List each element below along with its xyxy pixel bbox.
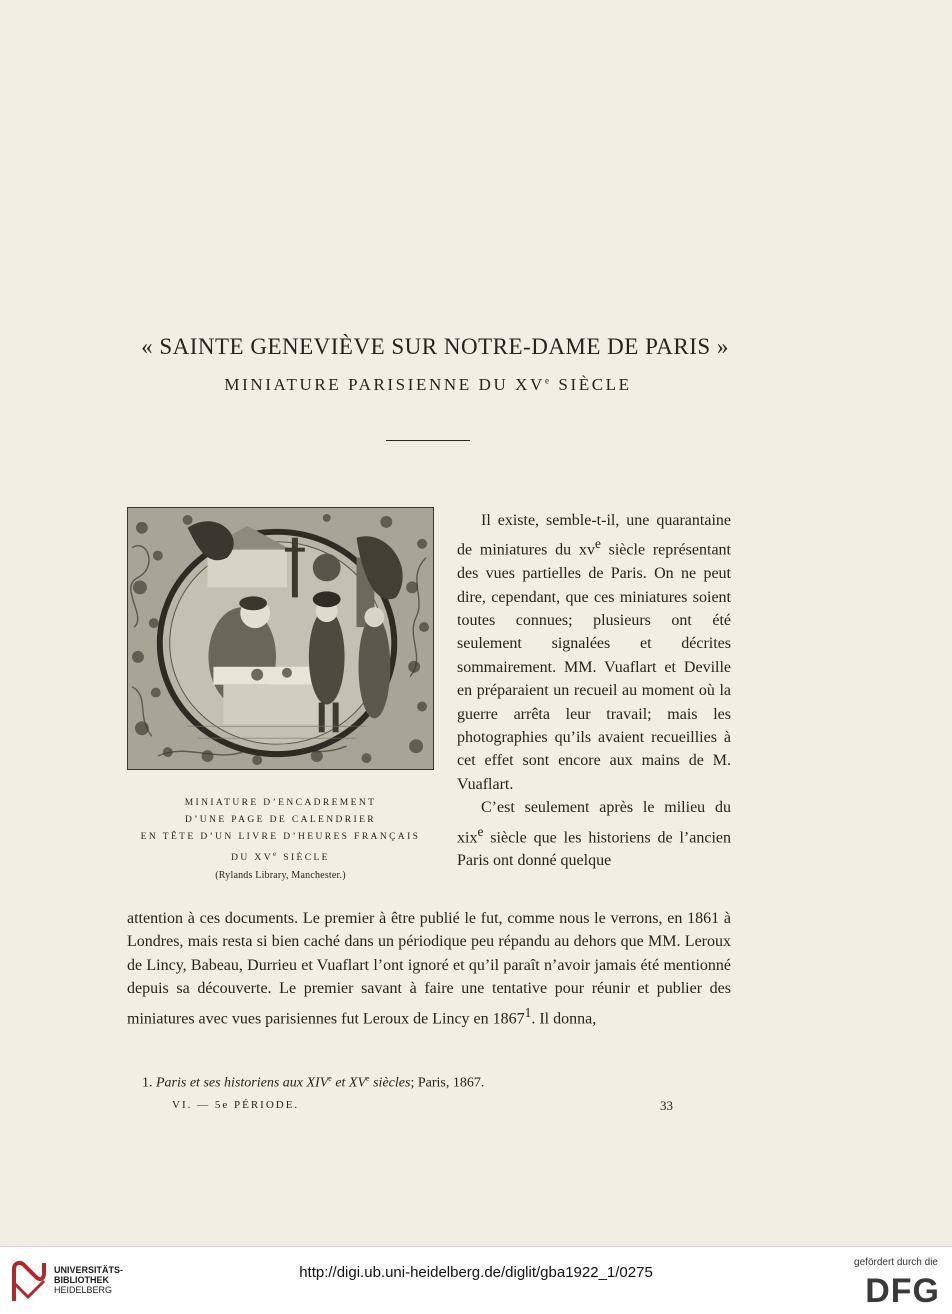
paragraph-1 bbox=[457, 509, 731, 796]
paragraph-2-continued: attention à ces documents. Le premier à être publié le fut, comme nous le verrons, en 1861 à Londres, mais resta si bien caché dans un périodique peu répandu au dehors que MM. Leroux de Lincy, Babeau, Durrieu et Vuaflart l’ont ignoré et qu’il paraît n’avoir jamais été mentionné depuis sa découverte. Le premier savant à faire une tentative pour réunir et publier des miniatures avec vues parisiennes fut Leroux de Lincy en 1867 bbox=[127, 910, 731, 1027]
footnote-sup-1: e bbox=[328, 1074, 332, 1083]
uni-line-2: BIBLIOTHEK bbox=[54, 1275, 109, 1285]
footnote-italic-1: Paris et ses historiens aux XIV bbox=[156, 1075, 329, 1091]
caption-line-4-tail: SIÈCLE bbox=[278, 853, 330, 864]
miniature-illustration bbox=[127, 507, 434, 770]
footnote bbox=[142, 1074, 732, 1092]
caption-line-1: MINIATURE D’ENCADREMENT bbox=[184, 798, 377, 808]
figure-caption bbox=[127, 795, 434, 884]
subtitle-tail: SIÈCLE bbox=[551, 375, 632, 394]
paragraph-2-sup: e bbox=[477, 823, 484, 839]
paragraph-2-text: C’est seulement après le milieu du xix bbox=[457, 799, 731, 846]
footnote-sup-2: e bbox=[366, 1074, 370, 1083]
dfg-logo[interactable]: DFG bbox=[865, 1272, 940, 1310]
caption-line-4 bbox=[127, 846, 434, 867]
uni-line-3: HEIDELBERG bbox=[54, 1285, 113, 1295]
digitization-footer bbox=[0, 1246, 952, 1314]
paragraph-2-mid: siècle que les historiens de l’ancien Paris ont donné quelque bbox=[457, 828, 731, 870]
footnote-italic-2: et XV bbox=[331, 1075, 367, 1091]
running-foot: VI. — 5e PÉRIODE. bbox=[172, 1099, 300, 1111]
caption-source: (Rylands Library, Manchester.) bbox=[215, 870, 346, 882]
footnote-number: 1. bbox=[142, 1075, 153, 1091]
footnote-ref: 1 bbox=[524, 1004, 532, 1020]
subtitle-sup: e bbox=[544, 375, 552, 386]
page-number: 33 bbox=[660, 1098, 673, 1113]
uni-line-1: UNIVERSITÄTS- bbox=[54, 1265, 124, 1275]
article-subtitle bbox=[0, 375, 856, 395]
caption-line-2: D’UNE PAGE DE CALENDRIER bbox=[184, 815, 377, 825]
caption-line-4-sup: e bbox=[272, 850, 279, 858]
paragraph-1-sup: e bbox=[594, 536, 601, 552]
footnote-rest: ; Paris, 1867. bbox=[410, 1075, 485, 1091]
body-full-width bbox=[127, 907, 731, 1030]
footnote-italic-3: siècles bbox=[369, 1075, 411, 1091]
miniature-image bbox=[128, 508, 433, 769]
caption-line-3: EN TÊTE D’UN LIVRE D’HEURES FRANÇAIS bbox=[140, 832, 421, 842]
article-title: « SAINTE GENEVIÈVE SUR NOTRE-DAME DE PARIS » bbox=[141, 334, 729, 359]
paragraph-1-tail: siècle représentant des vues partielles de Paris. On ne peut dire, cependant, que ces miniatures soient toutes connues; plusieurs ont été seulement signalées et décrites sommairement. MM. Vuaflart et Deville en préparaient un recueil au moment où la guerre arrêta leur travail; mais les photographies qu’ils avaient recueillies à cet effet sont encore aux mains de M. Vuaflart. bbox=[457, 541, 731, 793]
permalink-url[interactable]: http://digi.ub.uni-heidelberg.de/diglit/gba1922_1/0275 bbox=[299, 1264, 653, 1281]
paragraph-1-text: Il existe, semble-t-il, une quarantaine de miniatures du xv bbox=[457, 512, 731, 559]
title-divider bbox=[386, 440, 470, 441]
paragraph-2-end: . Il donna, bbox=[531, 1009, 597, 1027]
body-column-right bbox=[457, 509, 731, 873]
paragraph-2-start bbox=[457, 796, 731, 873]
caption-line-4-main: DU XV bbox=[231, 853, 273, 864]
funding-note: gefördert durch die bbox=[854, 1257, 938, 1268]
subtitle-main: MINIATURE PARISIENNE DU XV bbox=[224, 375, 545, 394]
